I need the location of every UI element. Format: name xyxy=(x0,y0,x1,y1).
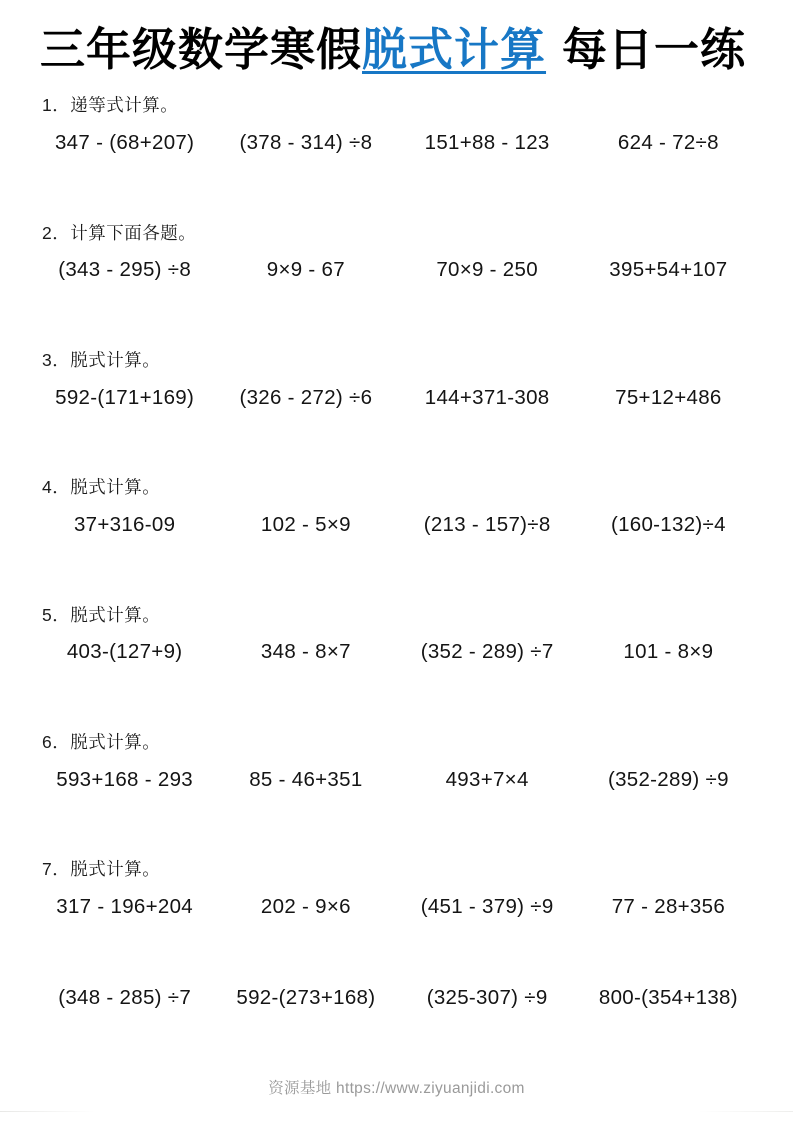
problem-expression: 85 - 46+351 xyxy=(249,767,363,791)
section-7-label: 7．脱式计算。 xyxy=(42,859,161,880)
problem-expression: 37+316-09 xyxy=(73,513,176,537)
section-5-label: 5．脱式计算。 xyxy=(42,604,161,625)
problem-expression: (451 - 379) ÷9 xyxy=(420,895,554,919)
problem-expression: 202 - 9×6 xyxy=(260,895,351,919)
problem-expression: 9×9 - 67 xyxy=(266,258,345,282)
section-3-label: 3．脱式计算。 xyxy=(42,349,161,370)
problem-expression: (352 - 289) ÷7 xyxy=(420,640,554,664)
section-5-problems xyxy=(34,640,759,665)
section-6-problems xyxy=(34,768,759,793)
section-4 xyxy=(34,476,759,603)
problem-expression: 593+168 - 293 xyxy=(56,767,193,791)
section-3-problems xyxy=(34,386,759,411)
section-7-problems xyxy=(34,895,759,920)
problem-expression: 317 - 196+204 xyxy=(56,895,193,919)
problem-expression: 624 - 72÷8 xyxy=(617,131,719,154)
problem-expression: 347 - (68+207) xyxy=(54,131,195,154)
section-1-problems xyxy=(34,131,759,156)
section-4-label: 4．脱式计算。 xyxy=(42,477,161,498)
problem-expression: 77 - 28+356 xyxy=(611,895,726,919)
problem-expression: 102 - 5×9 xyxy=(260,513,351,537)
section-3 xyxy=(34,349,759,476)
section-1-label: 1．递等式计算。 xyxy=(42,95,179,116)
problem-expression: (378 - 314) ÷8 xyxy=(239,131,373,154)
problem-expression: 403-(127+9) xyxy=(66,640,183,664)
problem-expression: (352-289) ÷9 xyxy=(607,767,729,791)
problem-expression: 493+7×4 xyxy=(445,767,529,791)
problem-expression: 75+12+486 xyxy=(615,385,722,409)
section-4-problems xyxy=(34,513,759,538)
problem-expression: 800-(354+138) xyxy=(598,985,738,1009)
title-prefix: 三年级数学寒假 xyxy=(40,24,363,75)
section-2-label: 2．计算下面各题。 xyxy=(42,222,197,243)
section-6-label: 6．脱式计算。 xyxy=(42,731,161,752)
section-5 xyxy=(34,604,759,731)
section-2 xyxy=(34,222,759,349)
section-2-problems xyxy=(34,258,759,283)
section-8-continuation xyxy=(34,986,759,1077)
problem-expression: (326 - 272) ÷6 xyxy=(239,385,373,409)
page-title xyxy=(40,22,759,78)
problem-expression: (343 - 295) ÷8 xyxy=(58,258,192,282)
section-7 xyxy=(34,858,759,985)
problem-expression: (160-132)÷4 xyxy=(610,513,726,537)
problem-expression: 592-(171+169) xyxy=(55,385,195,409)
problem-expression: 151+88 - 123 xyxy=(424,131,550,154)
title-highlight-link[interactable]: 脱式计算 xyxy=(362,24,547,75)
problem-expression: 395+54+107 xyxy=(609,258,728,282)
section-8-problems xyxy=(34,986,759,1011)
problem-expression: 101 - 8×9 xyxy=(623,640,714,664)
problem-expression: 592-(273+168) xyxy=(236,985,376,1009)
problem-expression: 348 - 8×7 xyxy=(260,640,351,664)
problem-expression: (213 - 157)÷8 xyxy=(423,513,551,537)
page-edge-shadow xyxy=(0,1111,793,1112)
section-6 xyxy=(34,731,759,858)
problem-expression: (348 - 285) ÷7 xyxy=(58,985,192,1009)
problem-expression: (325-307) ÷9 xyxy=(426,985,548,1009)
problem-expression: 70×9 - 250 xyxy=(436,258,538,282)
problem-expression: 144+371-308 xyxy=(424,385,550,409)
footer-source-link[interactable]: 资源基地 https://www.ziyuanjidi.com xyxy=(268,1080,525,1098)
title-suffix: 每日一练 xyxy=(562,24,747,75)
section-1 xyxy=(34,94,759,221)
